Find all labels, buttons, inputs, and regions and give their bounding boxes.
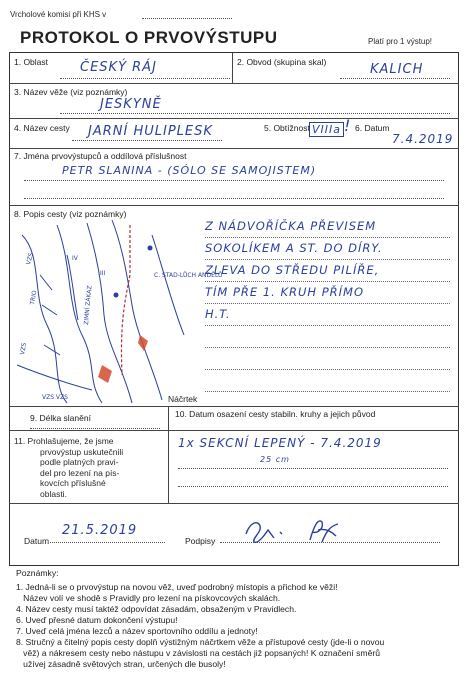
podpisy-label: Podpisy: [185, 536, 216, 546]
signature: [240, 512, 350, 546]
sketch-label: III: [100, 270, 106, 277]
sketch-label: TRIO: [29, 290, 39, 306]
prohlaseni: 11. Prohlašujeme, že jsme prvovýstup uskutečnili podle platných pravi- del pro lezení na pís- kovcích příslušné oblasti.: [14, 436, 124, 499]
sketch-label: VZS VZS: [42, 394, 68, 401]
popis-line: TÍM PŘE 1. KRUH PŘÍMO: [205, 282, 450, 304]
ring-marker: [148, 246, 153, 251]
datum-label: 6. Datum: [355, 123, 390, 133]
validity-note: Platí pro 1 výstup!: [368, 37, 433, 46]
obvod-value: KALICH: [370, 62, 424, 77]
sketch-label: ZIMNÍ ZÁKAZ: [83, 285, 94, 326]
note-item: 7. Uveď celá jména lezců a název sportovního oddílu a jednoty!: [16, 626, 258, 636]
podpis-datum-value: 21.5.2019: [62, 523, 138, 538]
slaneni-label: 9. Délka slanění: [30, 413, 91, 423]
sketch-label: VZS: [19, 342, 29, 356]
cesta-label: 4. Název cesty: [14, 123, 70, 133]
obtiznost-label: 5. Obtížnost: [264, 123, 310, 133]
cesta-value: JARNÍ HULIPLESK: [88, 124, 213, 139]
oblast-label: 1. Oblast: [14, 57, 49, 67]
committee-line: [142, 18, 232, 19]
obvod-label: 2. Obvod (skupina skal): [237, 57, 327, 67]
notes-section: [16, 568, 456, 670]
obtiznost-value: VIIIa: [309, 122, 344, 137]
osazeni-sub: 25 cm: [260, 455, 290, 464]
popis-line: ZLEVA DO STŘEDU PILÍŘE,: [205, 260, 450, 282]
nacrtek-label: Náčrtek: [168, 394, 198, 404]
popis-line: Z NÁDVOŘÍČKA PŘEVISEM: [205, 216, 450, 238]
oblast-value: ČESKÝ RÁJ: [80, 60, 157, 75]
note-item: Název volí ve shodě s Pravidly pro lezení na pískovcových skalách.: [16, 593, 281, 603]
sketch-label: C. STAD-LŮCH ANDĚLŮ: [154, 272, 223, 279]
podpis-datum-label: Datum: [24, 536, 50, 546]
page-title: PROTOKOL O PRVOVÝSTUPU: [20, 28, 278, 47]
vez-value: JESKYNĚ: [100, 97, 162, 112]
oblast-line: [60, 78, 230, 79]
route-line: [121, 225, 130, 375]
osazeni-value: 1x SEKCNÍ LEPENÝ - 7.4.2019: [178, 436, 382, 450]
note-item: užívej zásadně světových stran, určených dle busoly!: [16, 659, 226, 669]
note-item: věž) a nákresem cesty nebo nástupu v závislosti na cestách již popsaných! K označení směrů: [16, 648, 380, 658]
note-item: 4. Název cesty musí taktéž odpovídat zásadám, obsaženým v Pravidlech.: [16, 604, 297, 614]
ring-marker: [114, 293, 119, 298]
datum-value: 7.4.2019: [392, 132, 454, 146]
popis-line: SOKOLÍKEM A ST. DO DÍRY.: [205, 238, 450, 260]
sketch-label: VZS: [25, 252, 36, 266]
sketch-label: IV: [72, 255, 78, 262]
boulder-mark: [98, 365, 112, 383]
boulder-mark: [138, 335, 148, 351]
committee-label: Vrcholové komisi při KHS v: [10, 10, 107, 19]
vez-label: 3. Název věže (viz poznámky): [14, 87, 128, 97]
popis-label: 8. Popis cesty (viz poznámky): [14, 209, 127, 219]
osazeni-label: 10. Datum osazení cesty stabiln. kruhy a jejich původ: [175, 409, 376, 419]
jmena-value: PETR SLANINA - (SÓLO SE SAMOJISTEM): [62, 164, 317, 177]
note-item: 8. Stručný a čitelný popis cesty doplň výstižným náčrtkem věže a přístupové cesty (jde-li o novou: [16, 637, 385, 647]
popis-line: H.T.: [205, 304, 450, 326]
popis-text: [205, 216, 450, 392]
note-item: 6. Uveď přesné datum dokončení výstupu!: [16, 615, 178, 625]
note-item: 1. Jedná-li se o prvovýstup na novou věž, uveď podrobný místopis a přichod ke věži!: [16, 582, 338, 592]
obtiznost-mark: !: [344, 116, 352, 135]
notes-title: Poznámky:: [16, 568, 59, 578]
jmena-label: 7. Jména prvovýstupců a oddílová příslušnost: [14, 151, 187, 161]
